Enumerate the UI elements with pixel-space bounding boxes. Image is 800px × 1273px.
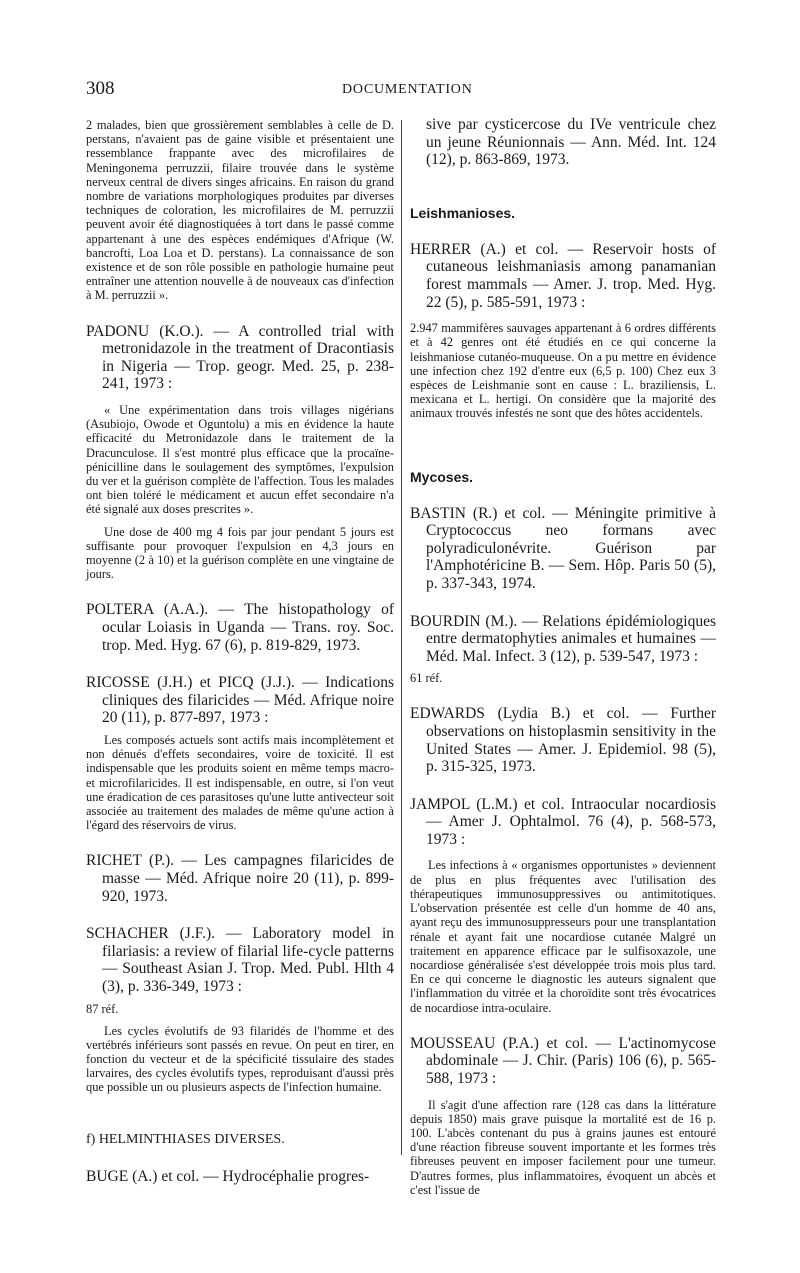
refs-count-bourdin: 61 réf. (410, 671, 443, 686)
reference-buge-end: sive par cysticercose du IVe ventricule chez un jeune Réunionnais — Ann. Méd. Int. 124 (12), p. 863-869, 1973. (426, 116, 716, 169)
abstract-padonu-2: Une dose de 400 mg 4 fois par jour pendant 5 jours est suffisante pour provoquer l'expulsion en 4,3 jours en moyenne (2 à 10) et la guérison complète en une vingtaine de jours. (86, 524, 394, 582)
reference-poltera: POLTERA (A.A.). — The histopathology of ocular Loiasis in Uganda — Trans. roy. Soc. trop. Med. Hyg. 67 (6), p. 819-829, 1973. (86, 601, 394, 654)
abstract-herrer: 2.947 mammifères sauvages appartenant à 6 ordres différents et à 42 genres ont été étudiés en ce qui concerne la leishmaniose cutanéo-muqueuse. On a pu mettre en évidence une infection chez 192 d'entre eux (6,5 p. 100) Chez eux 3 espèces de Leishmanie sont en cause : L. braziliensis, L. mexicana et L. hertigi. On considère que la majorité des animaux trouvés infestés ne sont que des hôtes accidentels. (410, 321, 716, 421)
section-helminthiases: f) HELMINTHIASES DIVERSES. (86, 1131, 285, 1147)
intro-paragraph: 2 malades, bien que grossièrement semblables à celle de D. perstans, n'avaient pas de gaine visible et présentaient une ressemblance frappante avec des microfilaires de Meningonema perruzzii, filaire trouvée dans le système nerveux central de divers singes africains. En raison du grand nombre de variations morphologiques produites par diverses techniques de coloration, les microfilaires de M. perruzzii peuvent avoir été diagnostiquées à tort dans le passé comme appartenant à une des espèces endémiques d'Afrique (W. bancrofti, Loa Loa et D. perstans). La connaissance de son existence et de son rôle possible en pathologie humaine peut entraîner une attention nouvelle à de nouveaux cas d'infection à M. perruzzii ». (86, 118, 394, 303)
reference-bastin: BASTIN (R.) et col. — Méningite primitive à Cryptococcus neo formans avec polyradiculonévrite. Guérison par l'Amphotéricine B. — Sem. Hôp. Paris 50 (5), p. 337-343, 1974. (410, 504, 716, 592)
right-column (410, 116, 716, 1197)
abstract-padonu-1: « Une expérimentation dans trois villages nigérians (Asubiojo, Owode et Oguntolu) a mis en évidence la haute efficacité du Metronidazole dans le traitement de la Dracunculose. Il s'est montré plus efficace que la procaïne-pénicilline dans le soulagement des symptômes, l'expulsion du ver et la guérison complète de l'affection. Tous les malades ont bien toléré le médicament et aucun effet secondaire n'a été signalé aux doses prescrites ». (86, 403, 394, 517)
abstract-jampol: Les infections à « organismes opportunistes » deviennent de plus en plus fréquentes avec l'utilisation des thérapeutiques immunosuppressives ou antimitotiques. L'observation présentée est celle d'un homme de 40 ans, ayant reçu des immunosuppresseurs pour une transplantation rénale et ayant fait une nocardiose cutanée Malgré un traitement en apparence efficace par le sulfisoxazole, une nocardiose généralisée s'est développée trois mois plus tard. En ce qui concerne le diagnostic les auteurs signalent que l'inflammation du vitrée et la choroïdite sont très évocatrices de nocardiose intra-oculaire. (410, 858, 716, 1015)
abstract-schacher: Les cycles évolutifs de 93 filaridés de l'homme et des vertébrés inférieurs sont passés en revue. On peut en tirer, en fonction du vecteur et de la spécificité tissulaire des stades larvaires, des cycles évolutifs types, reproduisant d'aussi près que possible un ou plusieurs aspects de l'infection humaine. (86, 1023, 394, 1095)
reference-padonu: PADONU (K.O.). — A controlled trial with metronidazole in the treatment of Dracontiasis in Nigeria — Trop. geogr. Med. 25, p. 238-241, 1973 : (86, 322, 394, 393)
reference-jampol: JAMPOL (L.M.) et col. Intraocular nocardiosis — Amer J. Ophtalmol. 76 (4), p. 568-573, 1973 : (410, 795, 716, 848)
reference-ricosse: RICOSSE (J.H.) et PICQ (J.J.). — Indications cliniques des filaricides — Méd. Afrique noire 20 (11), p. 877-897, 1973 : (86, 674, 394, 727)
running-title: DOCUMENTATION (342, 82, 473, 97)
reference-richet: RICHET (P.). — Les campagnes filaricides de masse — Méd. Afrique noire 20 (11), p. 899-920, 1973. (86, 852, 394, 905)
column-divider (401, 120, 402, 1155)
reference-bourdin: BOURDIN (M.). — Relations épidémiologiques entre dermatophyties animales et humaines — Méd. Mal. Infect. 3 (12), p. 539-547, 1973 : (410, 612, 716, 665)
reference-mousseau: MOUSSEAU (P.A.) et col. — L'actinomycose abdominale — J. Chir. (Paris) 106 (6), p. 565-588, 1973 : (410, 1034, 716, 1087)
reference-schacher: SCHACHER (J.F.). — Laboratory model in filariasis: a review of filarial life-cycle patterns — Southeast Asian J. Trop. Med. Publ. Hlth 4 (3), p. 336-349, 1973 : (86, 925, 394, 995)
abstract-mousseau: Il s'agit d'une affection rare (128 cas dans la littérature depuis 1850) mais grave puisque la mortalité est de 16 p. 100. L'abcès contenant du pus à grains jaunes est entouré d'une réaction fibreuse souvent importante et les formes très fibreuses peuvent en imposer facilement pour une tumeur. D'autres formes, plus inflammatoires, évoquent un abcès et c'est l'issue de (410, 1097, 716, 1197)
page-number: 308 (86, 78, 115, 99)
section-leishmanioses: Leishmanioses. (410, 204, 516, 221)
reference-herrer: HERRER (A.) et col. — Reservoir hosts of cutaneous leishmaniasis among panamanian forest mammals — Amer. J. trop. Med. Hyg. 22 (5), p. 585-591, 1973 : (410, 240, 716, 311)
page-header (86, 78, 716, 102)
reference-edwards: EDWARDS (Lydia B.) et col. — Further observations on histoplasmin sensitivity in the United States — Amer. J. Epidemiol. 98 (5), p. 315-325, 1973. (410, 705, 716, 776)
abstract-ricosse: Les composés actuels sont actifs mais incomplètement et non dénués d'effets secondaires, voire de toxicité. Il est indispensable que les produits soient en même temps macro- et microfilaricides. Il est indispensable, en outre, si l'on veut une éradication de ces parasitoses qu'une lutte antivecteur soit associée au traitement des malades de même qu'une action à l'égard des réservoirs de virus. (86, 733, 394, 833)
refs-count-schacher: 87 réf. (86, 1001, 119, 1016)
left-column (86, 118, 394, 1186)
reference-buge-start: BUGE (A.) et col. — Hydrocéphalie progres- (86, 1168, 370, 1186)
section-mycoses: Mycoses. (410, 468, 474, 485)
